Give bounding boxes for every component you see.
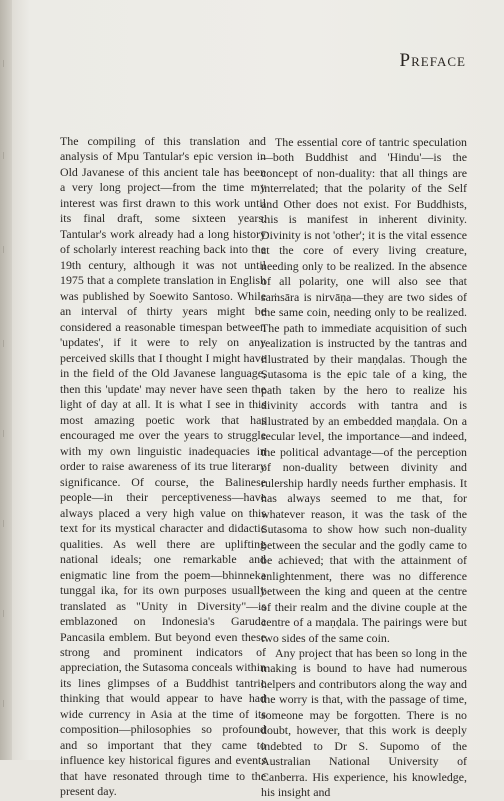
left-column xyxy=(60,134,266,800)
right-column xyxy=(261,135,467,801)
paragraph: Any project that has been so long in the making is bound to have had numerous helpers and contributors along the way and the worry is that, with the passage of time, someone may be forgotten. There is no doubt, however, that this work is deeply indebted to Dr S. Supomo of the Australian National University of Canberra. His experience, his knowledge, his insight and xyxy=(261,645,467,800)
page-heading: Preface xyxy=(399,50,466,71)
paragraph: The essential core of tantric speculation—both Buddhist and 'Hindu'—is the concept of non-duality: that all things are interrelated; that the polarity of the Self and Other does not exist. For Buddhists, this is manifest in inherent divinity. Divinity is not 'other'; it is the vital essence at the core of every living creature, needing only to be realized. In the absence of all polarity, one will also see that saṁsāra is nirvāṇa—they are two sides of the same coin, needing only to be realized. The path to immediate acquisition of such realization is instructed by the tantras and illustrated by their maṇḍalas. Though the Sutasoma is the epic tale of a king, the path taken by the hero to realize his divinity accords with tantra and is illustrated by an embedded maṇḍala. On a secular level, the importance—and indeed, the political advantage—of the perception of non-duality between divinity and rulership hardly needs further emphasis. It has always seemed to me that, for whatever reason, it was the task of the Sutasoma to show how such non-duality between the secular and the godly came to be achieved; that with the attainment of enlightenment, there was no difference between the king and queen at the centre of their realm and the divine couple at the centre of a maṇḍala. The pairings were but two sides of the same coin. xyxy=(261,135,467,645)
binding-marks xyxy=(3,0,11,760)
paragraph: The compiling of this translation and analysis of Mpu Tantular's epic version in Old Javanese of this ancient tale has been a very long project—from the time my interest was first drawn to this work until its final draft, some sixteen years. Tantular's work already had a long history of scholarly interest reaching back into the 19th century, although it was not until 1975 that a complete translation in English was published by Soewito Santoso. While an interval of thirty years might be considered a reasonable timespan between 'updates', if it were to rely on any perceived skills that I thought I might have in the field of the Old Javanese language, then this 'update' may never have seen the light of day at all. It is what I see in this most amazing poetic work that has encouraged me over the years to struggle with my own linguistic inadequacies in order to raise awareness of its true literary significance. Of course, the Balinese people—in their perceptiveness—have always placed a very high value on this text for its mystical character and didactic qualities. As well there are uplifting national ideals; one remarkable and enigmatic line from the poem—bhinneka tunggal ika, for its own purposes usually translated as "Unity in Diversity"—is emblazoned on Indonesia's Garuda Pancasila emblem. But beyond even these strong and prominent indicators of appreciation, the Sutasoma conceals within its lines glimpses of a Buddhist tantric thinking that would appear to have had wide currency in Asia at the time of its composition—philosophies so profound and so important that they came to influence key historical figures and events that have resonated through time to the present day. xyxy=(60,134,266,799)
